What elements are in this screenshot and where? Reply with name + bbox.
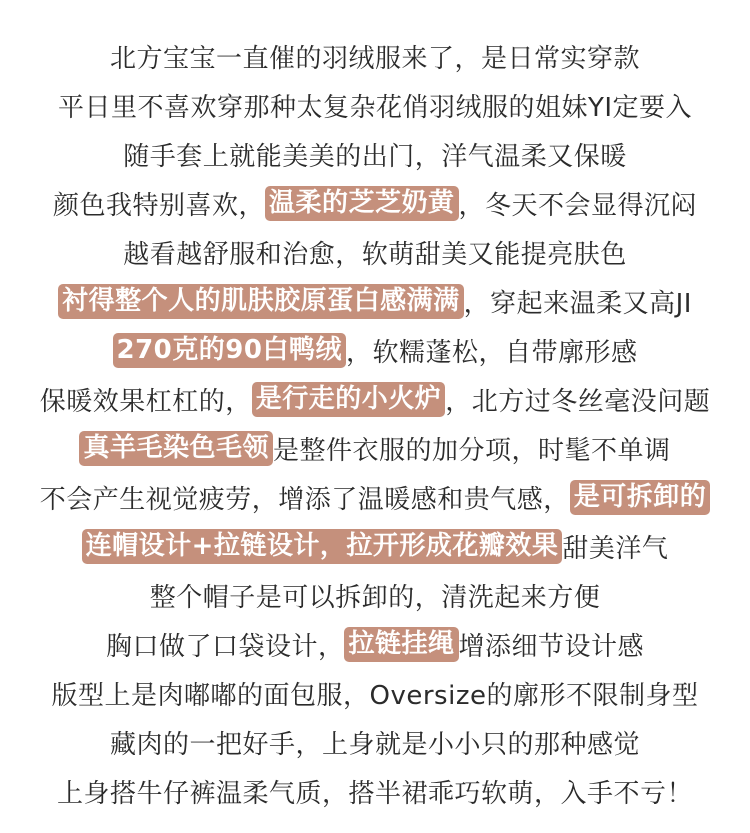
plain-text: 版型上是肉嘟嘟的面包服，Oversize的廓形不限制身型 xyxy=(51,681,699,711)
description-lines xyxy=(0,32,750,816)
highlighted-text: 连帽设计+拉链设计，拉开形成花瓣效果 xyxy=(82,529,563,564)
plain-text: 保暖效果杠杠的， xyxy=(39,387,252,417)
text-line xyxy=(0,669,750,718)
text-line xyxy=(0,767,750,816)
plain-text: 颜色我特别喜欢， xyxy=(52,191,265,221)
plain-text: 随手套上就能美美的出门，洋气温柔又保暖 xyxy=(123,142,627,172)
plain-text: 藏肉的一把好手，上身就是小小只的那种感觉 xyxy=(109,730,640,760)
highlighted-text: 270克的90白鸭绒 xyxy=(113,333,346,368)
text-line xyxy=(0,228,750,277)
plain-text: 不会产生视觉疲劳，增添了温暖感和贵气感， xyxy=(39,485,570,515)
text-line xyxy=(0,522,750,571)
text-line xyxy=(0,326,750,375)
plain-text: 上身搭牛仔裤温柔气质，搭半裙乖巧软萌，入手不亏！ xyxy=(56,779,693,809)
plain-text: 整个帽子是可以拆卸的，清洗起来方便 xyxy=(149,583,601,613)
text-line xyxy=(0,81,750,130)
plain-text: ，软糯蓬松，自带廓形感 xyxy=(345,338,638,368)
plain-text: 胸口做了口袋设计， xyxy=(105,632,345,662)
highlighted-text: 是可拆卸的 xyxy=(570,480,711,515)
plain-text: 甜美洋气 xyxy=(562,534,669,564)
text-line xyxy=(0,473,750,522)
highlighted-text: 真羊毛染色毛领 xyxy=(79,431,273,466)
highlighted-text: 衬得整个人的肌肤胶原蛋白感满满 xyxy=(58,284,464,319)
text-line xyxy=(0,620,750,669)
highlighted-text: 温柔的芝芝奶黄 xyxy=(265,186,459,221)
plain-text: 平日里不喜欢穿那种太复杂花俏羽绒服的姐妹YI定要入 xyxy=(57,93,693,123)
plain-text: ，穿起来温柔又高JI xyxy=(463,289,692,319)
text-line xyxy=(0,130,750,179)
text-line xyxy=(0,179,750,228)
text-line xyxy=(0,32,750,81)
text-line xyxy=(0,277,750,326)
plain-text: 增添细节设计感 xyxy=(458,632,645,662)
plain-text: ，北方过冬丝毫没问题 xyxy=(445,387,711,417)
text-line xyxy=(0,424,750,473)
highlighted-text: 拉链挂绳 xyxy=(344,627,458,662)
text-line xyxy=(0,375,750,424)
text-line xyxy=(0,571,750,620)
highlighted-text: 是行走的小火炉 xyxy=(252,382,446,417)
plain-text: 越看越舒服和治愈，软萌甜美又能提亮肤色 xyxy=(123,240,627,270)
plain-text: ，冬天不会显得沉闷 xyxy=(458,191,698,221)
text-line xyxy=(0,718,750,767)
plain-text: 北方宝宝一直催的羽绒服来了，是日常实穿款 xyxy=(109,44,640,74)
plain-text: 是整件衣服的加分项，时髦不单调 xyxy=(273,436,671,466)
